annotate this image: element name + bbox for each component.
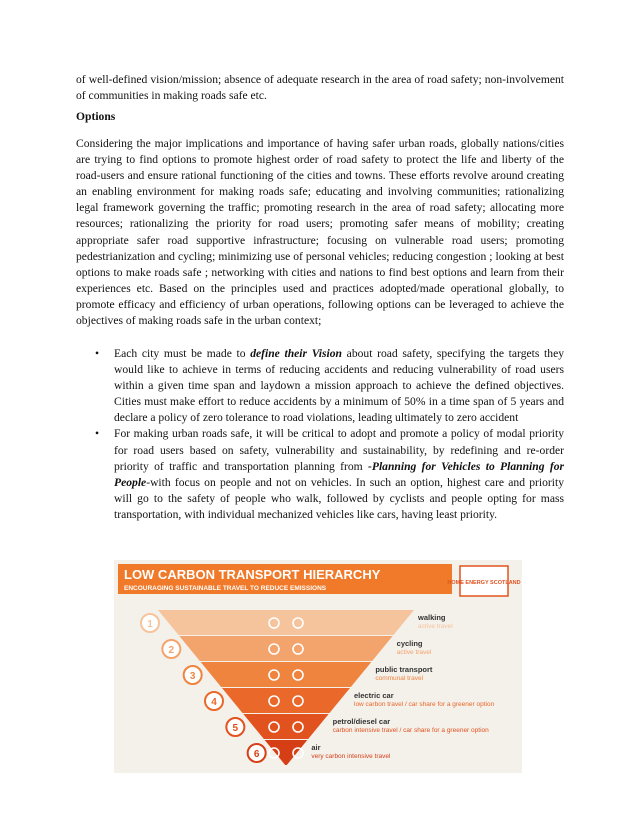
bullet-text-end: about road safety, specifying the targets they would like to achieve in terms of reducing accidents and reducing vulnerability of road users within a given time span and laydown a mission approach to achieve the defined objectives. Cities must make effort to reduce accidents by a minimum of 50% in a time span of 5 years and declare a policy of zero tolerance to road violations, leading ultimately to zero accident bbox=[114, 347, 565, 425]
bullet-item-modal-priority bbox=[76, 426, 564, 523]
paragraph-continuation: of well-defined vision/mission; absence of adequate research in the area of road safety; non-involvement of communities in making roads safe etc. bbox=[76, 73, 564, 103]
paragraph-options-intro: Considering the major implications and importance of having safer urban roads, globally nations/cities are trying to find options to promote highest order of road safety to protect the life and liberty of the road-users and ensure rational functioning of the cities and towns. These efforts revolve around creating an enabling environment for making roads safe; educating and involving communities; rationalizing legal framework governing the traffic; promoting research in the area of road safety; allocating more resources; rationalizing the priority for road users; promoting safer means of mobility; creating appropriate safer road supportive infrastructure; focusing on vulnerable road users; promoting pedestrianization and cycling; minimizing use of personal vehicles; reducing congestion ; looking at best options to make roads safe ; networking with cities and nations to find best options and learn from their experiences etc. Based on the principles used and practices adopted/made operational globally, to promote efficacy and efficiency of urban operations, following options can be leveraged to achieve the objectives of making roads safe in the urban context; bbox=[76, 137, 564, 328]
bullet-text-start: Each city must be made to bbox=[114, 347, 251, 360]
bullet-emphasis: -Planning for Vehicles to Planning for People bbox=[114, 459, 565, 489]
options-bullet-list bbox=[76, 346, 564, 523]
hierarchy-band bbox=[179, 636, 392, 661]
level-description: carbon intensive travel / car share for a greener option bbox=[332, 727, 489, 734]
hierarchy-band bbox=[201, 662, 372, 687]
bullet-symbol: • bbox=[95, 427, 100, 441]
level-name: public transport bbox=[375, 665, 433, 674]
level-description: communal travel bbox=[375, 675, 424, 682]
level-description: low carbon travel / car share for a greener option bbox=[354, 701, 495, 708]
level-number: 1 bbox=[147, 619, 153, 630]
level-name: walking bbox=[418, 613, 446, 622]
level-number: 2 bbox=[168, 645, 175, 656]
level-number: 4 bbox=[211, 697, 217, 708]
bullet-symbol: • bbox=[95, 347, 100, 360]
section-heading-options: Options bbox=[76, 110, 116, 123]
level-name: cycling bbox=[396, 639, 423, 648]
level-name: air bbox=[311, 743, 321, 752]
level-number: 5 bbox=[232, 723, 239, 734]
level-name: electric car bbox=[354, 691, 394, 700]
logo-text: HOME ENERGY SCOTLAND bbox=[447, 580, 521, 586]
level-number: 6 bbox=[253, 749, 260, 760]
level-description: active travel bbox=[418, 623, 453, 630]
transport-hierarchy-infographic bbox=[114, 560, 522, 773]
bullet-text-end: -with focus on people and not on vehicles. In such an option, highest care and priority will go to the safety of people who walk, followed by cyclists and people opting for mass transportation, with individual mechanized vehicles like cars, having least priority. bbox=[114, 475, 564, 521]
infographic-title: LOW CARBON TRANSPORT HIERARCHY bbox=[124, 567, 381, 582]
level-description: active travel bbox=[396, 649, 432, 656]
bullet-emphasis: define their Vision bbox=[250, 347, 343, 360]
hierarchy-band bbox=[222, 688, 350, 713]
infographic-subtitle: ENCOURAGING SUSTAINABLE TRAVEL TO REDUCE EMISSIONS bbox=[124, 585, 327, 592]
level-description: very carbon intensive travel bbox=[311, 753, 391, 760]
bullet-text-start: For making urban roads safe, it will be critical to adopt and promote a policy of modal priority for road users based on safety, vulnerability and sustainability, by redefining and re-order priority of traffic and transportation planning from bbox=[114, 427, 564, 473]
hierarchy-band bbox=[158, 610, 414, 635]
level-name: petrol/diesel car bbox=[332, 717, 391, 726]
level-number: 3 bbox=[189, 671, 196, 682]
bullet-item-vision bbox=[76, 346, 564, 426]
